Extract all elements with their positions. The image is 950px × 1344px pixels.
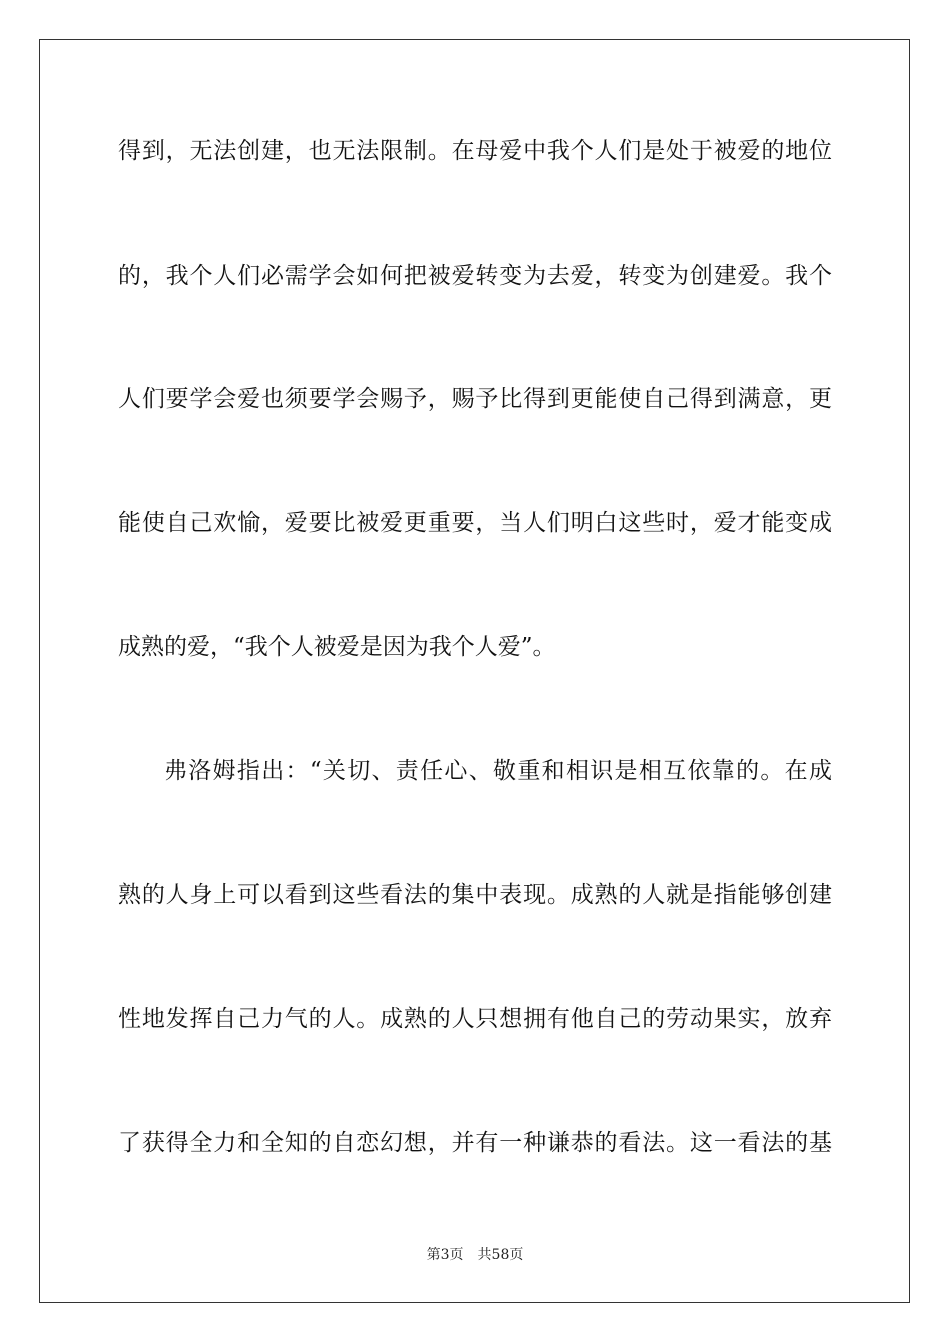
paragraph-line: 的，我个人们必需学会如何把被爱转变为去爱，转变为创建爱。我个: [118, 263, 832, 289]
page-border: [39, 39, 910, 1303]
paragraph-line: 弗洛姆指出：“关切、责任心、敬重和相识是相互依靠的。在成: [164, 758, 832, 784]
page-number: 第3页: [426, 1247, 464, 1263]
paragraph-line: 了获得全力和全知的自恋幻想，并有一种谦恭的看法。这一看法的基: [118, 1130, 832, 1156]
paragraph-line: 熟的人身上可以看到这些看法的集中表现。成熟的人就是指能够创建: [118, 882, 832, 908]
paragraph-line: 人们要学会爱也须要学会赐予，赐予比得到更能使自己得到满意，更: [118, 386, 832, 412]
paragraph-line: 成熟的爱，“我个人被爱是因为我个人爱”。: [118, 634, 556, 660]
paragraph-line: 性地发挥自己力气的人。成熟的人只想拥有他自己的劳动果实，放弃: [118, 1006, 832, 1032]
paragraph-line: 得到，无法创建，也无法限制。在母爱中我个人们是处于被爱的地位: [118, 138, 832, 164]
page-footer: [0, 1246, 950, 1264]
paragraph-line: 能使自己欢愉，爱要比被爱更重要，当人们明白这些时，爱才能变成: [118, 510, 832, 536]
total-pages: 共58页: [477, 1247, 524, 1263]
